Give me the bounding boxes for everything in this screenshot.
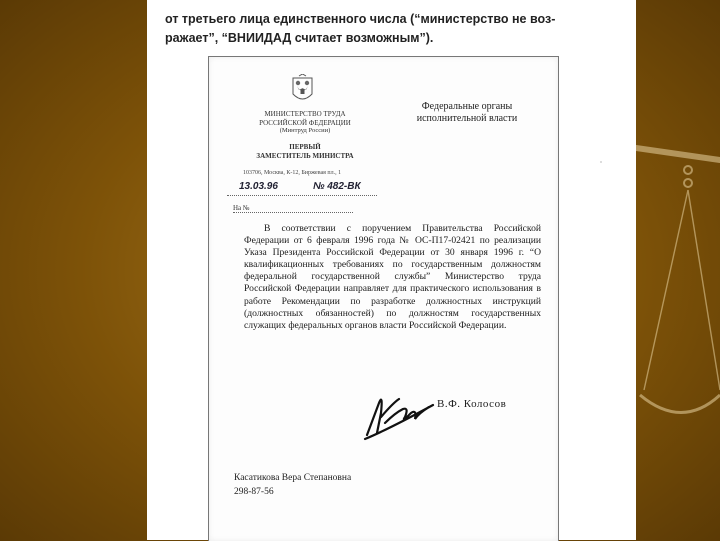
letter-date: 13.03.96 xyxy=(239,181,278,192)
ministry-sub: (Минтруд России) xyxy=(279,127,331,134)
registration-line xyxy=(227,181,377,196)
speck xyxy=(600,161,602,163)
addressee-line-1: Федеральные органы xyxy=(421,101,513,112)
letter-body: В соответствии с поручением Правительства Российской Федерации от 6 февраля 1996 года № ОС-П17-02421 по реализации Указа Президента Российской Федерации от 30 января 1996 г. “О квалификационных требованиях по государственным должностям федеральной государственной службы” Министерство труда Российской Федерации направляет для практического использования в работе Рекомендации по разработке должностных инструкций (должностных обязанностей) по должностям государственных служащих федеральных органов власти Российской Федерации. xyxy=(244,223,541,331)
addressee xyxy=(402,101,532,125)
executor-info xyxy=(234,471,351,499)
coat-of-arms-emblem-icon xyxy=(290,74,315,105)
letter-number: № 482-ВК xyxy=(313,181,361,192)
ministry-address: 103706, Москва, К-12, Биржевая пл., 1 xyxy=(243,170,342,176)
ministry-line-1: МИНИСТЕРСТВО ТРУДА xyxy=(264,110,346,118)
deputy-title xyxy=(249,143,361,160)
deputy-line-1: ПЕРВЫЙ xyxy=(289,143,321,151)
scales-decoration-icon xyxy=(636,0,720,540)
scanned-letter xyxy=(208,56,559,541)
slide-panel xyxy=(147,0,636,540)
executor-name: Касатикова Вера Степановна xyxy=(234,473,352,483)
caption-line-1: от третьего лица единственного числа (“министерство не воз- xyxy=(165,12,556,26)
ministry-line-2: РОССИЙСКОЙ ФЕДЕРАЦИИ xyxy=(259,118,351,127)
ministry-name xyxy=(249,110,361,136)
reference-line: На № xyxy=(233,204,353,213)
addressee-line-2: исполнительной власти xyxy=(416,113,518,124)
slide-caption xyxy=(165,10,625,48)
executor-phone: 298-87-56 xyxy=(234,487,274,497)
deputy-line-2: ЗАМЕСТИТЕЛЬ МИНИСТРА xyxy=(256,151,354,160)
signature-scribble-icon xyxy=(359,383,439,443)
caption-line-2: ражает”, “ВНИИДАД считает возможным”). xyxy=(165,31,434,45)
signer-name: В.Ф. Колосов xyxy=(437,398,507,410)
